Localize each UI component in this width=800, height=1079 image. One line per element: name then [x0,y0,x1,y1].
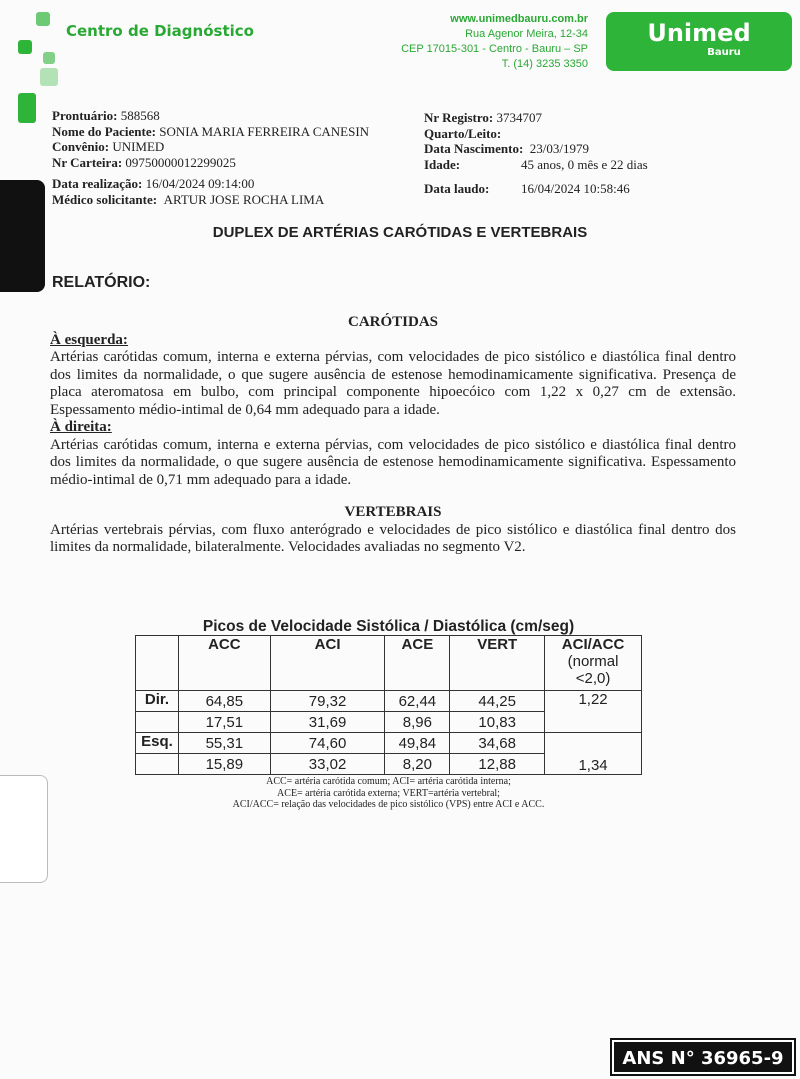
medico-value: ARTUR JOSE ROCHA LIMA [163,191,325,207]
note: ACE= artéria carótida externa; VERT=artéria vertebral; [277,787,500,799]
label: Idade: [424,156,461,172]
label: Convênio: [52,139,110,154]
ans-badge: ANS N° 36965-9 [612,1040,794,1074]
convenio-value: UNIMED [112,139,165,154]
ratio-esq: 1,34 [545,733,642,775]
header-acc: ACC [178,636,270,691]
ratio-dir: 1,22 [545,691,642,733]
cell: 31,69 [270,712,385,733]
scan-edge-bottom [0,775,48,883]
registro-value: 3734707 [496,110,542,125]
row-label: Esq. [136,733,179,754]
label: Data realização: [52,176,143,191]
esquerda-heading: À esquerda: [50,331,128,348]
cell: 62,44 [385,691,450,712]
report-title: DUPLEX DE ARTÉRIAS CARÓTIDAS E VERTEBRAIS [212,224,588,241]
header-aci: ACI [270,636,385,691]
header-vert: VERT [450,636,545,691]
realizacao-value: 16/04/2024 09:14:00 [145,176,255,191]
label: Médico solicitante: [52,191,158,207]
label: Nr Carteira: [52,154,123,170]
label: Quarto/Leito: [424,125,502,141]
esquerda-text: Artérias carótidas comum, interna e externa pérvias, com velocidades de pico sistólico e diastólica final dentro dos limites da normalidade, o que sugere ausência de estenose hemodinamicamente significativa. Presença de placa ateromatosa em bulbo, com principal componente hipoecóico com 1,22 x 0,27 cm de extensão. Espessamento médio-intimal de 0,64 mm adequado para a idade. [50,349,736,418]
prontuario-value: 588568 [120,108,160,123]
cell: 44,25 [450,691,545,712]
row-label: Dir. [136,691,179,712]
ratio-note: <2,0) [575,670,611,687]
brand-name: Centro de Diagnóstico [66,22,254,40]
label: Nome do Paciente: [52,123,156,139]
header-empty [136,636,179,691]
phone: T. (14) 3235 3350 [501,58,588,70]
note: ACC= artéria carótida comum; ACI= artéria carótida interna; [266,776,511,787]
ratio-note: (normal [567,653,619,670]
carotidas-heading: CARÓTIDAS [347,314,438,330]
cell: 55,31 [178,733,270,754]
label: Nr Registro: [424,110,494,125]
label: Data Nascimento: [424,141,524,156]
row-label [136,754,179,775]
cell: 33,02 [270,754,385,775]
direita-text: Artérias carótidas comum, interna e externa pérvias, com velocidades de pico sistólico e diastólica final dentro dos limites da normalidade, o que sugere ausência de estenose hemodinamicamente significativa. Espessamento médio-intimal de 0,71 mm adequado para a idade. [50,436,736,488]
nascimento-value: 23/03/1979 [529,141,590,156]
patient-info-right [424,110,648,197]
note: ACI/ACC= relação das velocidades de pico sistólico (VPS) entre ACI e ACC. [232,799,545,810]
patient-name: SONIA MARIA FERREIRA CANESIN [159,123,370,139]
cell: 8,96 [385,712,450,733]
laudo-value: 16/04/2024 10:58:46 [521,181,630,196]
table-caption: Picos de Velocidade Sistólica / Diastólica (cm/seg) [202,618,575,635]
ratio-title: ACI/ACC [561,636,625,653]
cell: 8,20 [385,754,450,775]
unimed-logo [606,12,792,71]
cell: 15,89 [178,754,270,775]
cell: 49,84 [385,733,450,754]
cep: CEP 17015-301 - Centro - Bauru – SP [401,43,588,55]
cell: 34,68 [450,733,545,754]
patient-info-left [52,108,369,207]
logo-name: Unimed [647,19,751,47]
website-link[interactable]: www.unimedbauru.com.br [450,13,588,25]
direita-heading: À direita: [50,419,112,435]
idade-value: 45 anos, 0 mês e 22 dias [521,156,648,172]
report-body [50,314,736,557]
vertebrais-text: Artérias vertebrais pérvias, com fluxo anterógrado e velocidades de pico sistólico e diastólica final dentro dos limites da normalidade, bilateralmente. Velocidades avaliadas no segmento V2. [50,521,736,555]
label: Prontuário: [52,108,118,123]
vertebrais-heading: VERTEBRAIS [344,504,442,520]
header-ratio [545,636,642,691]
address: Rua Agenor Meira, 12-34 [465,28,588,40]
row-label [136,712,179,733]
cell: 12,88 [450,754,545,775]
table-header-row [136,636,642,691]
carteira-value: 09750000012299025 [125,154,236,170]
label: Data laudo: [424,181,490,196]
cell: 64,85 [178,691,270,712]
cell: 79,32 [270,691,385,712]
velocity-table [135,635,642,775]
header-ace: ACE [385,636,450,691]
cell: 10,83 [450,712,545,733]
cell: 17,51 [178,712,270,733]
table-notes [135,776,642,811]
cell: 74,60 [270,733,385,754]
contact-block [401,12,588,72]
table-row [136,691,642,712]
relatorio-heading: RELATÓRIO: [52,274,151,291]
table-row [136,733,642,754]
logo-city: Bauru [707,47,741,58]
